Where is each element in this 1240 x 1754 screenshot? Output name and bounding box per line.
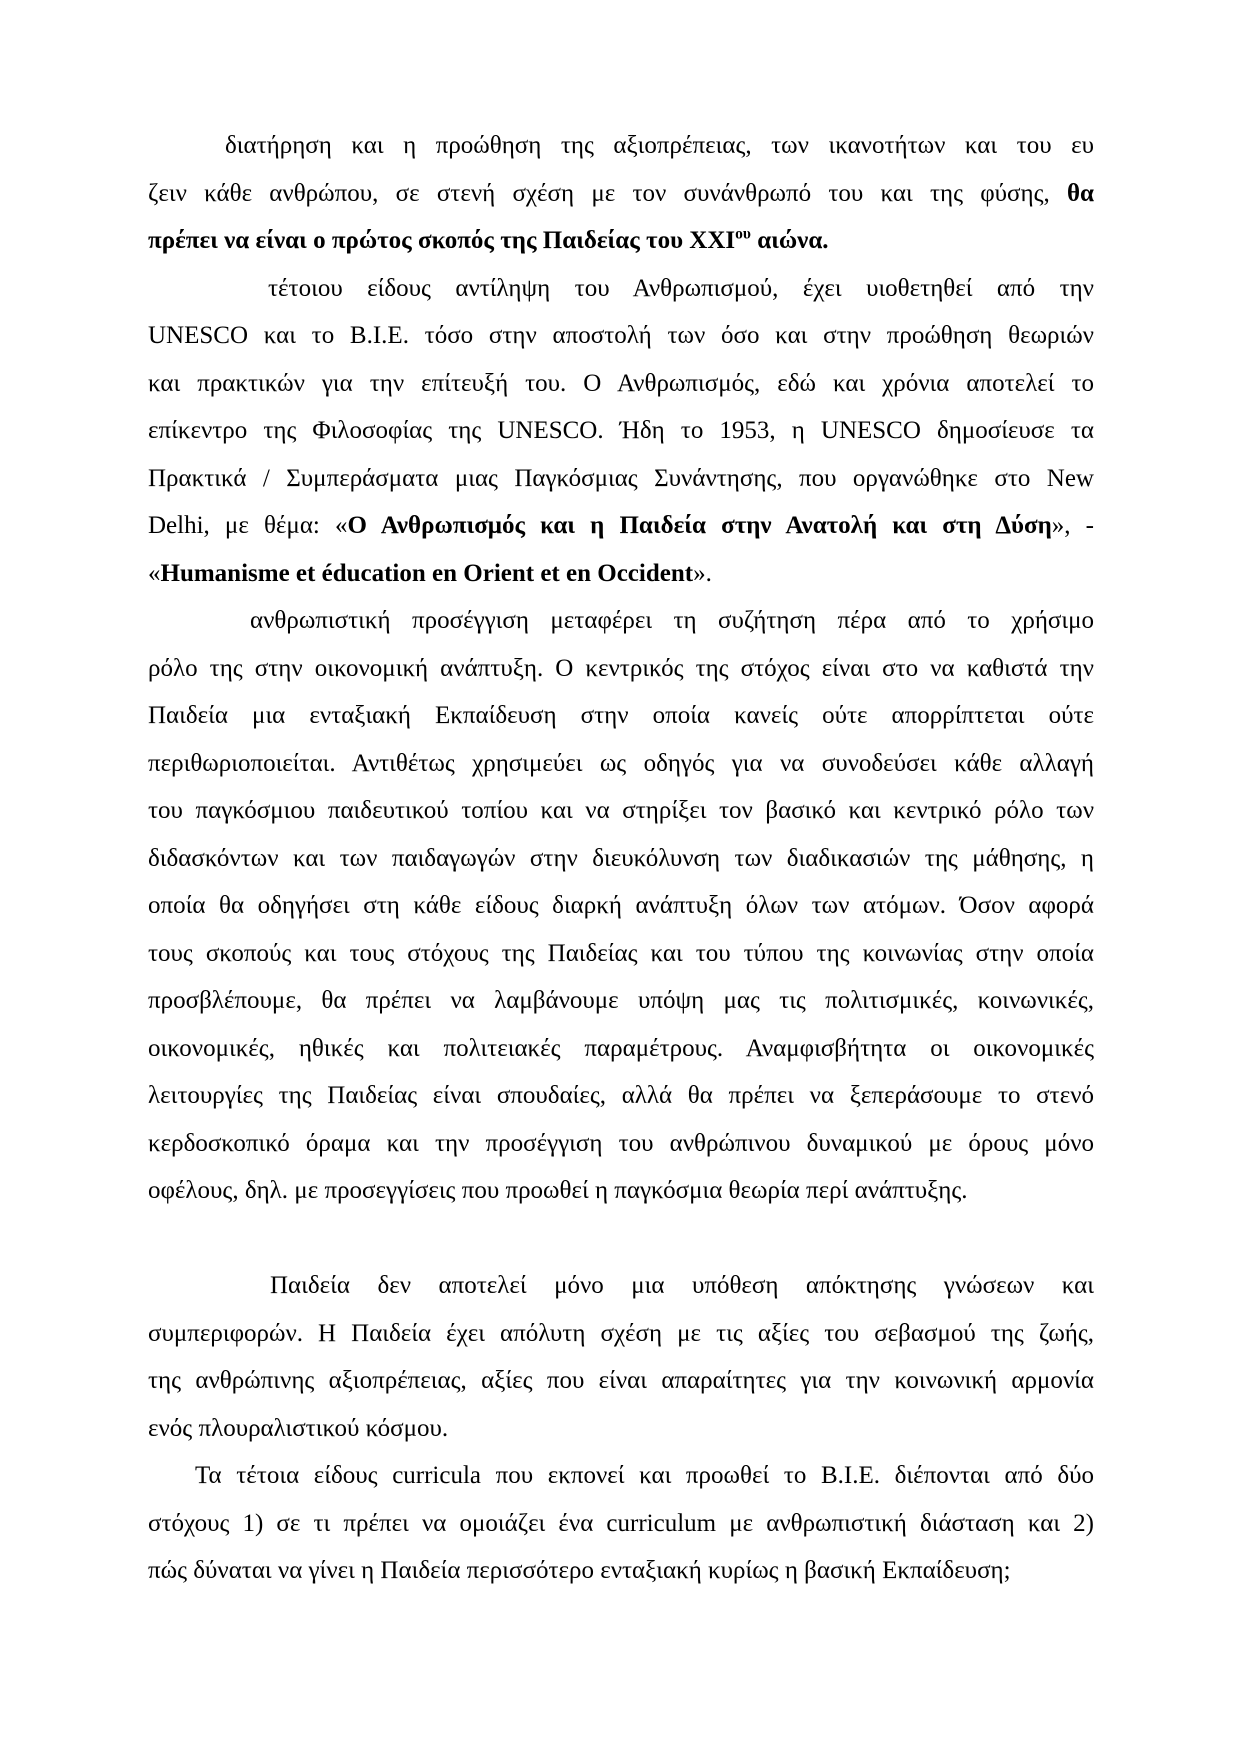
text-line: [148, 265, 1094, 313]
text-run: Παιδεία δεν αποτελεί μόνο μια υπόθεση απόκτησης γνώσεων και: [270, 1272, 1094, 1299]
paragraph: [148, 122, 1094, 265]
text-run: », -: [1051, 512, 1094, 539]
text-run: διδασκόντων και των παιδαγωγών στην διευκόλυνση των διαδικασιών της μάθησης, η: [148, 844, 1094, 872]
text-run: προσβλέπουμε, θα πρέπει να λαμβάνουμε υπόψη μας τις πολιτισμικές, κοινωνικές,: [148, 987, 1094, 1014]
text-run: «: [148, 559, 161, 587]
text-line: [148, 1072, 1094, 1120]
text-run: ρόλο της στην οικονομική ανάπτυξη. Ο κεντρικός της στόχος είναι στο να καθιστά την: [148, 654, 1094, 682]
paragraph: [148, 1452, 1094, 1595]
text-line: [148, 312, 1094, 360]
text-line: [148, 977, 1094, 1025]
text-line: [148, 645, 1094, 693]
text-run: Πρακτικά / Συμπεράσματα μιας Παγκόσμιας Συνάντησης, που οργανώθηκε στο New: [148, 464, 1094, 492]
text-run: επίκεντρο της Φιλοσοφίας της UNESCO. Ήδη το 1953, η UNESCO δημοσίευσε τα: [148, 417, 1094, 444]
text-line: [148, 1405, 1094, 1453]
text-line: [148, 217, 1094, 265]
text-line: [148, 930, 1094, 978]
text-run: οικονομικές, ηθικές και πολιτειακές παραμέτρους. Αναμφισβήτητα οι οικονομικές: [148, 1034, 1094, 1062]
text-run: Ο Ανθρωπισμός και η Παιδεία στην Ανατολή και στη Δύση: [347, 512, 1052, 539]
text-run: αιώνα.: [750, 227, 829, 254]
text-line: [148, 455, 1094, 503]
text-run: οποία θα οδηγήσει στη κάθε είδους διαρκή ανάπτυξη όλων των ατόμων. Όσον αφορά: [148, 892, 1094, 919]
text-line: [148, 787, 1094, 835]
text-line: [148, 407, 1094, 455]
text-run: περιθωριοποιείται. Αντιθέτως χρησιμεύει ως οδηγός για να συνοδεύσει κάθε αλλαγή: [148, 749, 1094, 777]
text-run: ».: [693, 559, 712, 587]
paragraph: [148, 597, 1094, 1215]
text-line: [148, 1357, 1094, 1405]
text-line: [148, 122, 1094, 170]
text-run: ζειν κάθε ανθρώπου, σε στενή σχέση με τον συνάνθρωπό του και της φύσης,: [148, 179, 1067, 207]
text-run: Humanisme et éducation en Orient et en Occident: [160, 559, 694, 587]
text-run: πώς δύναται να γίνει η Παιδεία περισσότερο ενταξιακή κυρίως η βασική Εκπαίδευση;: [148, 1557, 1011, 1584]
text-run: πρέπει να είναι ο πρώτος σκοπός της Παιδείας του XXI: [148, 227, 736, 254]
text-line: [148, 1025, 1094, 1073]
text-line: [148, 550, 1094, 598]
text-run: ενός πλουραλιστικού κόσμου.: [148, 1414, 449, 1442]
text-line: [148, 882, 1094, 930]
paragraph: [148, 265, 1094, 598]
text-run: της ανθρώπινης αξιοπρέπειας, αξίες που είναι απαραίτητες για την κοινωνική αρμονία: [148, 1367, 1094, 1394]
text-line: [148, 1167, 1094, 1215]
text-line: [148, 502, 1094, 550]
text-line: [148, 1452, 1094, 1500]
text-line: [148, 1120, 1094, 1168]
text-line: [148, 360, 1094, 408]
text-line: [148, 740, 1094, 788]
text-line: [148, 692, 1094, 740]
text-run: κερδοσκοπικό όραμα και την προσέγγιση του ανθρώπινου δυναμικού με όρους μόνο: [148, 1129, 1094, 1157]
document-content: [148, 122, 1094, 1595]
text-run: διατήρηση και η προώθηση της αξιοπρέπειας, των ικανοτήτων και του ευ: [225, 132, 1094, 159]
text-line: [148, 1547, 1094, 1595]
text-line: [148, 170, 1094, 218]
text-run: και πρακτικών για την επίτευξή του. Ο Ανθρωπισμός, εδώ και χρόνια αποτελεί το: [148, 369, 1094, 397]
paragraph: [148, 1262, 1094, 1452]
text-run: ανθρωπιστική προσέγγιση μεταφέρει τη συζήτηση πέρα από το χρήσιμο: [250, 607, 1094, 634]
text-run: τέτοιου είδους αντίληψη του Ανθρωπισμού, έχει υιοθετηθεί από την: [268, 274, 1094, 302]
text-line: [148, 1310, 1094, 1358]
text-run: συμπεριφορών. Η Παιδεία έχει απόλυτη σχέση με τις αξίες του σεβασμού της ζωής,: [148, 1319, 1094, 1347]
text-run: στόχους 1) σε τι πρέπει να ομοιάζει ένα curriculum με ανθρωπιστική διάσταση και 2): [148, 1509, 1094, 1537]
text-line: [148, 597, 1094, 645]
text-run: ου: [735, 225, 751, 243]
text-run: λειτουργίες της Παιδείας είναι σπουδαίες, αλλά θα πρέπει να ξεπεράσουμε το στενό: [148, 1082, 1094, 1109]
text-run: του παγκόσμιου παιδευτικού τοπίου και να στηρίξει τον βασικό και κεντρικό ρόλο των: [148, 797, 1094, 824]
text-run: θα: [1066, 179, 1094, 207]
text-run: τους σκοπούς και τους στόχους της Παιδείας και του τύπου της κοινωνίας στην οποία: [148, 939, 1094, 967]
text-run: Τα τέτοια είδους curricula που εκπονεί και προωθεί το B.I.E. διέπονται από δύο: [195, 1462, 1094, 1489]
text-run: Παιδεία μια ενταξιακή Εκπαίδευση στην οποία κανείς ούτε απορρίπτεται ούτε: [148, 702, 1094, 729]
text-line: [148, 1500, 1094, 1548]
text-run: UNESCO και το B.I.E. τόσο στην αποστολή των όσο και στην προώθηση θεωριών: [148, 322, 1094, 349]
text-line: [148, 1262, 1094, 1310]
text-run: οφέλους, δηλ. με προσεγγίσεις που προωθεί η παγκόσμια θεωρία περί ανάπτυξης.: [148, 1177, 968, 1204]
text-line: [148, 835, 1094, 883]
text-run: Delhi, με θέμα: «: [148, 512, 348, 539]
